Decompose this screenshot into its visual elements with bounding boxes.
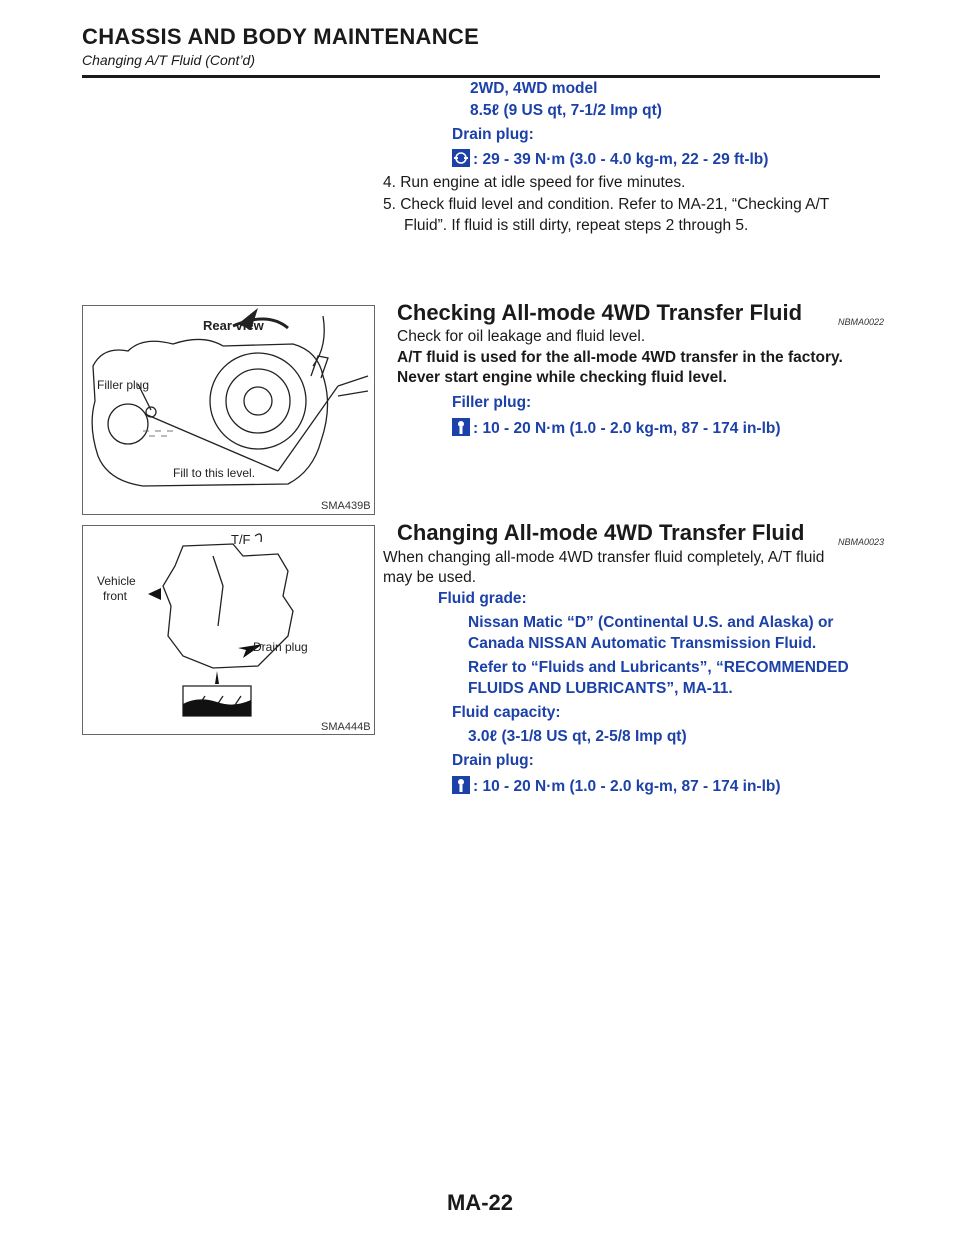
transfer-drain-drawing — [83, 526, 376, 736]
filler-torque-value: : 10 - 20 N·m (1.0 - 2.0 kg-m, 87 - 174 in-lb) — [473, 420, 781, 437]
page-title: CHASSIS AND BODY MAINTENANCE — [82, 24, 480, 49]
change-line2: may be used. — [383, 569, 477, 586]
heading-changing-transfer-fluid: Changing All-mode 4WD Transfer Fluid — [397, 520, 805, 545]
figure-sma439b — [82, 305, 375, 515]
torque-wrench-icon — [452, 776, 470, 794]
section-code-nbma0023: NBMA0023 — [838, 537, 885, 547]
figure-label-fill-level: Fill to this level. — [173, 466, 256, 480]
section-code-nbma0022: NBMA0022 — [838, 317, 885, 327]
fluid-capacity-label: Fluid capacity: — [452, 704, 561, 721]
figure-label-tf: T/F — [231, 532, 251, 547]
capacity-line — [470, 102, 662, 120]
figure-label-rear-view: Rear view — [203, 318, 264, 333]
refer-line1: Refer to “Fluids and Lubricants”, “RECOMMENDED — [468, 659, 849, 676]
fluid-capacity-detail: (3-1/8 US qt, 2-5/8 Imp qt) — [501, 728, 687, 745]
figure-label-drain-plug: Drain plug — [253, 640, 308, 654]
torque-wrench-icon — [452, 149, 470, 167]
header-rule — [82, 75, 880, 78]
change-line1: When changing all-mode 4WD transfer fluid completely, A/T fluid — [383, 549, 825, 566]
drain-torque-line — [452, 149, 768, 169]
figure-label-vehicle: Vehicle — [97, 574, 136, 588]
filler-plug-label: Filler plug: — [452, 394, 532, 411]
step-4: 4. Run engine at idle speed for five minutes. — [383, 174, 686, 191]
figure-label-filler-plug: Filler plug — [97, 378, 150, 392]
step-5-line2: Fluid”. If fluid is still dirty, repeat steps 2 through 5. — [404, 217, 749, 234]
check-line1: Check for oil leakage and fluid level. — [397, 328, 646, 345]
figure-sma444b — [82, 525, 375, 735]
check-bold-line1: A/T fluid is used for the all-mode 4WD transfer in the factory. — [397, 349, 843, 366]
drain-torque-line-2 — [452, 776, 781, 796]
filler-torque-line — [452, 418, 781, 438]
torque-wrench-icon — [452, 418, 470, 436]
drain-plug-label: Drain plug: — [452, 126, 534, 143]
model-line: 2WD, 4WD model — [470, 80, 598, 97]
figure-caption-sma439b: SMA439B — [321, 500, 371, 512]
heading-checking-transfer-fluid: Checking All-mode 4WD Transfer Fluid — [397, 300, 803, 325]
fluid-grade-label: Fluid grade: — [438, 590, 527, 607]
figure-label-front: front — [103, 589, 128, 603]
figure-caption-sma444b: SMA444B — [321, 721, 371, 733]
fluid-grade-line2: Canada NISSAN Automatic Transmission Fluid. — [468, 635, 817, 652]
fluid-capacity-value: 3.0ℓ — [468, 728, 498, 745]
page-header — [82, 24, 882, 68]
drain-plug-label-2: Drain plug: — [452, 752, 534, 769]
fluid-capacity-line — [468, 728, 687, 746]
refer-line2: FLUIDS AND LUBRICANTS”, MA-11. — [468, 680, 733, 697]
capacity-value: 8.5ℓ — [470, 102, 500, 119]
transfer-rear-view-drawing — [83, 306, 376, 516]
drain-torque-value-2: : 10 - 20 N·m (1.0 - 2.0 kg-m, 87 - 174 in-lb) — [473, 778, 781, 795]
step-5-line1: 5. Check fluid level and condition. Refer to MA-21, “Checking A/T — [383, 196, 830, 213]
fluid-grade-line1: Nissan Matic “D” (Continental U.S. and Alaska) or — [468, 614, 834, 631]
capacity-detail: (9 US qt, 7-1/2 Imp qt) — [503, 102, 662, 119]
page-number: MA-22 — [446, 1190, 513, 1215]
check-bold-line2: Never start engine while checking fluid level. — [397, 369, 727, 386]
drain-torque-value: : 29 - 39 N·m (3.0 - 4.0 kg-m, 22 - 29 ft-lb) — [473, 151, 769, 168]
page-subtitle: Changing A/T Fluid (Cont’d) — [82, 52, 256, 68]
